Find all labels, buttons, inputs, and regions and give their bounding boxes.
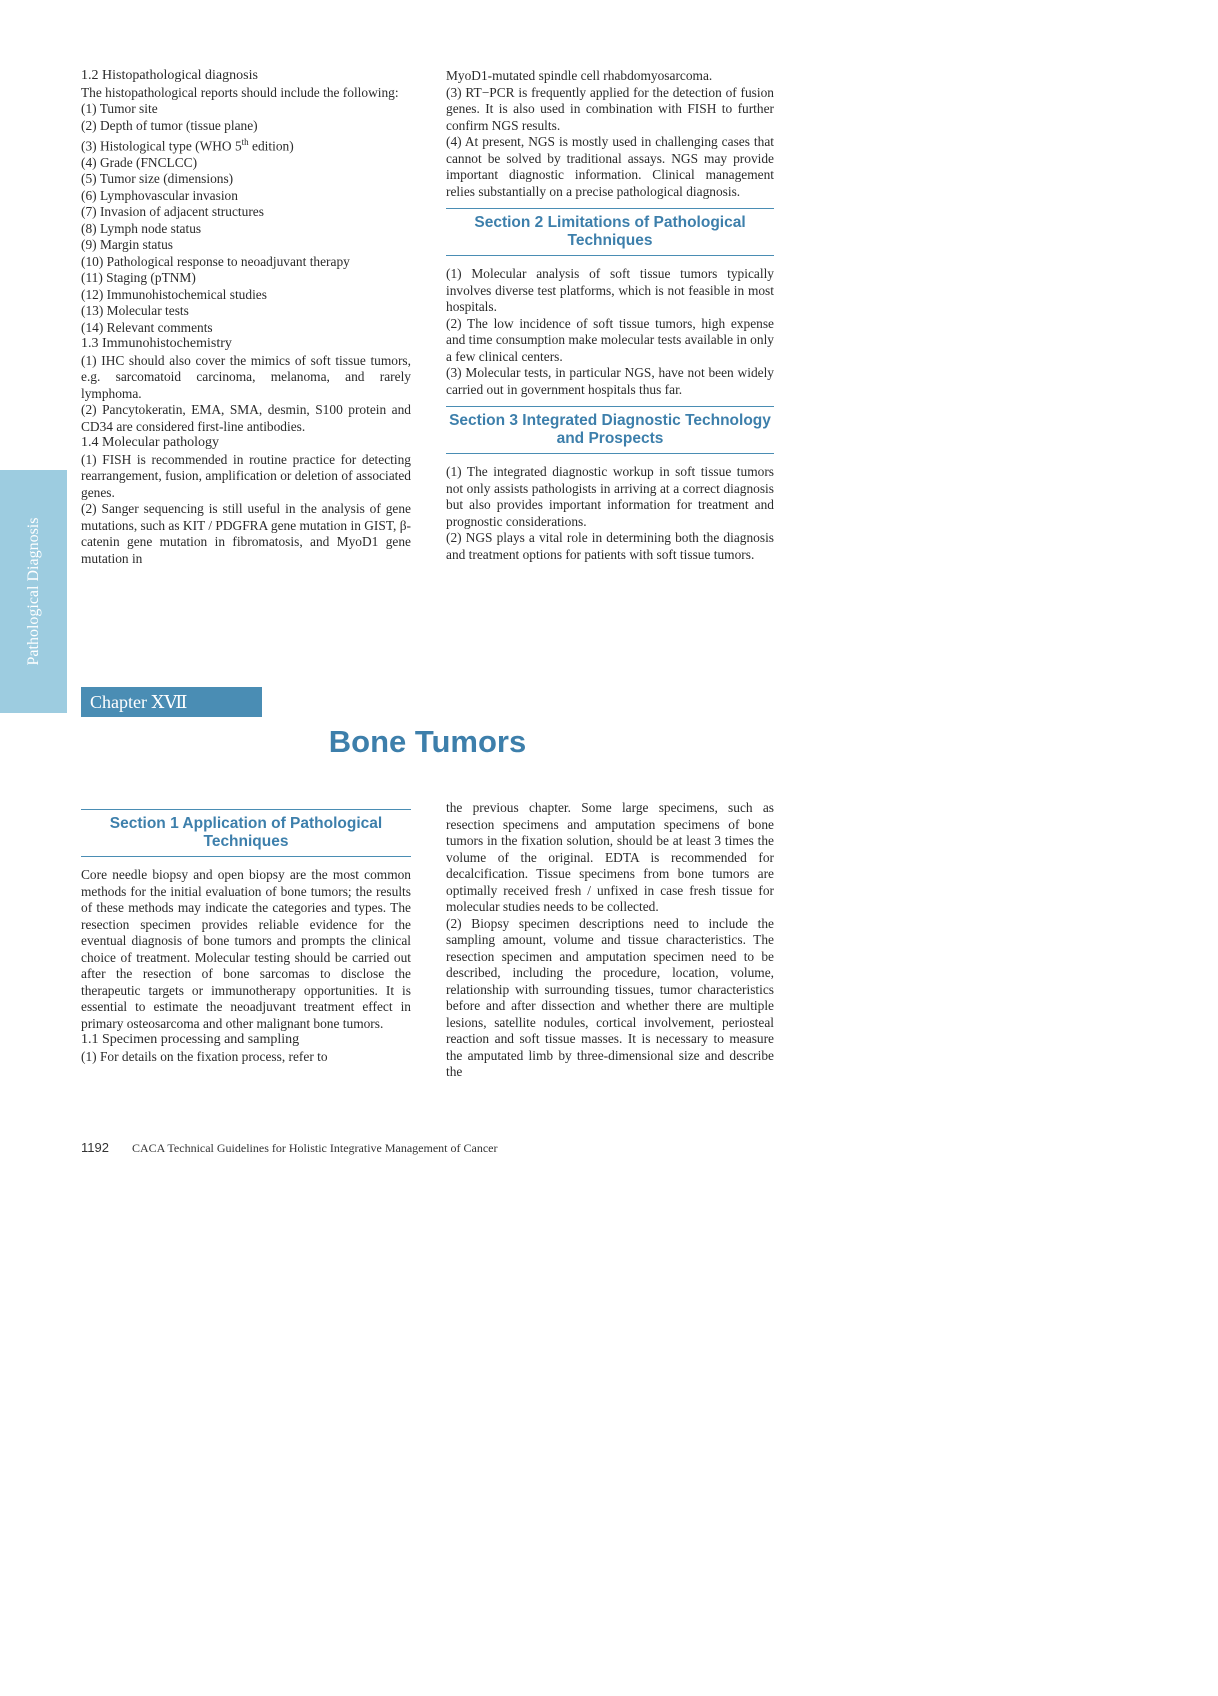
list-item: (5) Tumor size (dimensions) [81,171,234,187]
paragraph: (3) RT−PCR is frequently applied for the detection of fusion genes. It is also used in combination with FISH to further confirm NGS results. [446,84,774,133]
column-1 [81,68,411,567]
subheading-1-2: 1.2 Histopathological diagnosis [81,68,258,83]
section-3-heading: Section 3 Integrated Diagnostic Technology and Prospects [446,406,774,454]
paragraph: (2) Biopsy specimen descriptions need to include the sampling amount, volume and tissue characteristics. The resection specimen and amputation specimen need to be described, including the procedure, location, volume, relationship with surrounding tissues, tumor characteristics before and after dissection and whether there are multiple lesions, satellite nodules, cortical involvement, periosteal reaction and soft tissue masses. It is necessary to measure the amputated limb by three-dimensional size and describe the [446,915,774,1079]
list-item [81,134,411,155]
page-number: 1192 [81,1140,109,1155]
list-item: (13) Molecular tests [81,303,189,319]
chapter-label: Chapter ⅩⅦ [81,687,262,717]
paragraph: (2) The low incidence of soft tissue tumors, high expense and time consumption make molecular tests available in only a few clinical centers. [446,315,774,364]
list-item: (4) Grade (FNCLCC) [81,154,198,170]
subheading-1-1: 1.1 Specimen processing and sampling [81,1032,300,1047]
list-item: (11) Staging (pTNM) [81,270,196,286]
list-item-text: (3) Histological type (WHO 5 [81,138,242,154]
paragraph: Core needle biopsy and open biopsy are the most common methods for the initial evaluation of bone tumors; the results of these methods may indicate the categories and types. The resection specimen provides reliable evidence for the eventual diagnosis of bone tumors and prompts the clinical choice of treatment. Molecular testing should be carried out after the resection of bone sarcomas to disclose the therapeutic targets or immunotherapy opportunities. It is essential to estimate the neoadjuvant treatment effect in primary osteosarcoma and other malignant bone tumors. [81,867,411,1031]
running-title: CACA Technical Guidelines for Holistic Integrative Management of Cancer [131,1141,498,1155]
report-intro: The histopathological reports should include the following: [81,84,399,100]
paragraph: MyoD1-mutated spindle cell rhabdomyosarcoma. [446,68,713,83]
paragraph: the previous chapter. Some large specimens, such as resection specimens and amputation specimens of bone tumors in the fixation solution, should be at least 3 times the volume of the original. EDTA is recommended for decalcification. Tissue specimens from bone tumors are optimally received fresh / unfixed in case fresh tissue for molecular studies needs to be collected. [446,800,774,914]
list-item: (7) Invasion of adjacent structures [81,204,264,220]
section-2-heading: Section 2 Limitations of Pathological Techniques [446,208,774,256]
list-item: (9) Margin status [81,237,173,253]
list-item-tail: edition) [248,138,294,154]
list-item: (1) Tumor site [81,101,158,116]
column-4 [446,800,774,1081]
subheading-1-3: 1.3 Immunohistochemistry [81,336,232,352]
column-3 [81,800,411,1065]
section-1-heading: Section 1 Application of Pathological Techniques [81,809,411,857]
chapter-title: Bone Tumors [328,724,527,759]
list-item: (2) Depth of tumor (tissue plane) [81,117,258,133]
list-item: (6) Lymphovascular invasion [81,187,238,203]
paragraph: (3) Molecular tests, in particular NGS, have not been widely carried out in government hospitals thus far. [446,365,774,397]
paragraph: (1) The integrated diagnostic workup in soft tissue tumors not only assists pathologists in arriving at a correct diagnosis but also provides important information for treatment and prognostic considerations. [446,464,774,529]
side-tab [0,470,67,713]
paragraph: (1) Molecular analysis of soft tissue tumors typically involves diverse test platforms, which is not feasible in most hospitals. [446,266,774,314]
paragraph: (2) Pancytokeratin, EMA, SMA, desmin, S100 protein and CD34 are considered first-line antibodies. [81,402,411,434]
subheading-1-4: 1.4 Molecular pathology [81,435,220,451]
paragraph: (2) NGS plays a vital role in determining both the diagnosis and treatment options for patients with soft tissue tumors. [446,530,774,562]
column-2 [446,68,774,563]
paragraph: (1) IHC should also cover the mimics of soft tissue tumors, e.g. sarcomatoid carcinoma, melanoma, and rarely lymphoma. [81,352,411,401]
paragraph: (1) FISH is recommended in routine practice for detecting rearrangement, fusion, amplification or deletion of associated genes. [81,451,411,500]
list-item: (8) Lymph node status [81,220,202,236]
paragraph: (1) For details on the fixation process, refer to [81,1048,328,1064]
list-item: (12) Immunohistochemical studies [81,286,267,302]
side-tab-label: Pathological Diagnosis [25,517,42,666]
list-item: (14) Relevant comments [81,319,213,335]
paragraph: (2) Sanger sequencing is still useful in the analysis of gene mutations, such as KIT / PDGFRA gene mutation in GIST, β-catenin gene mutation in fibromatosis, and MyoD1 gene mutation in [81,501,411,566]
superscript: th [241,137,249,147]
list-item: (10) Pathological response to neoadjuvant therapy [81,253,350,269]
paragraph: (4) At present, NGS is mostly used in challenging cases that cannot be solved by traditional assays. NGS may provide important diagnostic information. Clinical management relies substantially on a precise pathological diagnosis. [446,134,774,199]
page-footer [81,1140,497,1156]
